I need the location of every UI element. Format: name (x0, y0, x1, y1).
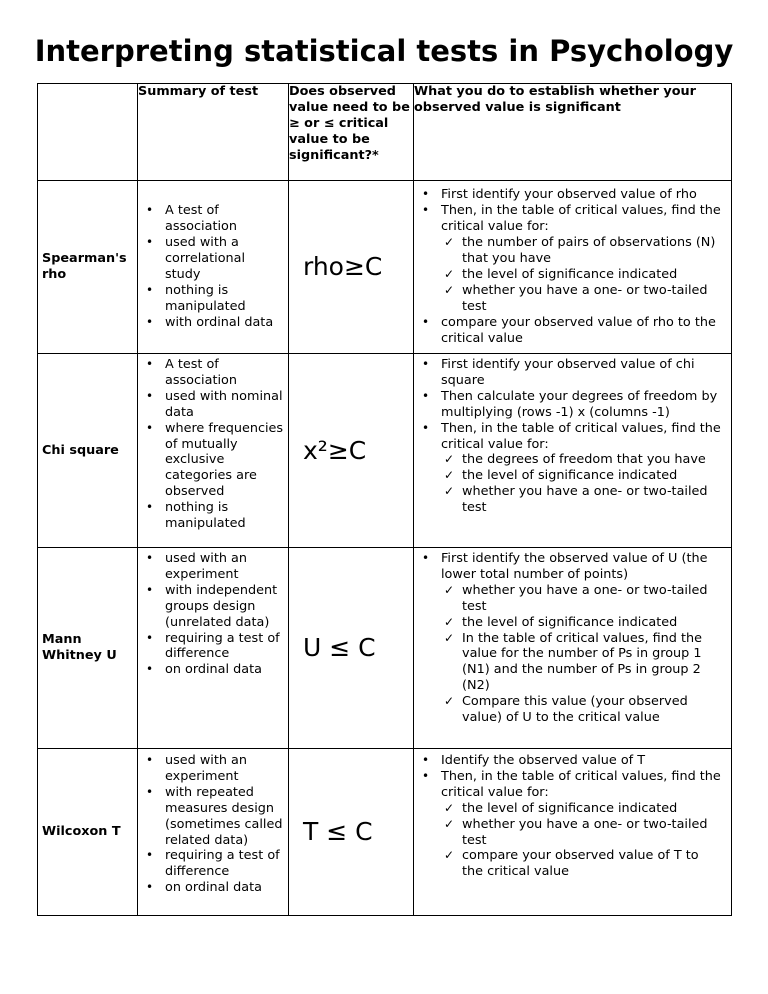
checklist (441, 235, 727, 315)
list-item: • used with nominal data (138, 389, 288, 421)
procedure-list (414, 753, 731, 880)
procedure-cell (414, 548, 732, 749)
list-item: • with independent groups design (unrelated data) (138, 583, 288, 631)
list-item: • used with an experiment (138, 551, 288, 583)
list-item: • A test of association (138, 203, 288, 235)
list-item: • on ordinal data (138, 662, 288, 678)
list-item: • used with an experiment (138, 753, 288, 785)
test-name: Chi square (38, 354, 138, 548)
list-item-text: Then, in the table of critical values, find the critical value for: (441, 420, 721, 452)
check-item: ✓ whether you have a one- or two-tailed test (441, 484, 727, 516)
summary-list (138, 357, 288, 532)
list-item: • Identify the observed value of T (414, 753, 731, 769)
checklist (441, 452, 727, 516)
check-item: ✓ whether you have a one- or two-tailed test (441, 817, 727, 849)
list-item: • with ordinal data (138, 315, 288, 331)
list-item: • nothing is manipulated (138, 283, 288, 315)
page-title: Interpreting statistical tests in Psychology (34, 34, 734, 68)
list-item: • requiring a test of difference (138, 848, 288, 880)
table-row-spearman (38, 181, 732, 354)
check-item: ✓ whether you have a one- or two-tailed test (441, 583, 727, 615)
summary-cell (138, 181, 289, 354)
check-item: ✓ the number of pairs of observations (N) that you have (441, 235, 727, 267)
header-row (38, 84, 732, 181)
list-item (414, 421, 731, 516)
summary-list (138, 551, 288, 678)
check-item: ✓ the level of significance indicated (441, 615, 727, 631)
table-row-mann-whitney (38, 548, 732, 749)
procedure-cell (414, 749, 732, 916)
list-item (414, 551, 731, 726)
table-row-chi-square (38, 354, 732, 548)
procedure-list (414, 551, 731, 726)
procedure-list (414, 357, 731, 516)
checklist (441, 801, 727, 881)
summary-cell (138, 354, 289, 548)
list-item (414, 203, 731, 314)
summary-cell (138, 548, 289, 749)
list-item: • compare your observed value of rho to the critical value (414, 315, 731, 347)
list-item: • First identify your observed value of chi square (414, 357, 731, 389)
table-row-wilcoxon (38, 749, 732, 916)
list-item-text: First identify the observed value of U (the lower total number of points) (441, 551, 708, 582)
summary-list (138, 753, 288, 896)
check-item: ✓ Compare this value (your observed value) of U to the critical value (441, 694, 727, 726)
list-item: • First identify your observed value of rho (414, 187, 731, 203)
header-procedure: What you do to establish whether your observed value is significant (414, 84, 732, 181)
list-item: • Then calculate your degrees of freedom by multiplying (rows -1) x (columns -1) (414, 389, 731, 421)
comparison-symbol: x²≥C (289, 354, 414, 548)
list-item (414, 769, 731, 880)
summary-cell (138, 749, 289, 916)
list-item-text: Then, in the table of critical values, find the critical value for: (441, 768, 721, 800)
list-item: • A test of association (138, 357, 288, 389)
tests-table (37, 83, 732, 916)
header-direction: Does observed value need to be ≥ or ≤ critical value to be significant?* (289, 84, 414, 181)
comparison-symbol: U ≤ C (289, 548, 414, 749)
procedure-cell (414, 181, 732, 354)
comparison-symbol: T ≤ C (289, 749, 414, 916)
summary-list (138, 203, 288, 330)
procedure-list (414, 187, 731, 346)
list-item: • used with a correlational study (138, 235, 288, 283)
test-name: Wilcoxon T (38, 749, 138, 916)
check-item: ✓ the level of significance indicated (441, 801, 727, 817)
test-name: Spearman's rho (38, 181, 138, 354)
check-item: ✓ the level of significance indicated (441, 267, 727, 283)
list-item: • with repeated measures design (sometimes called related data) (138, 785, 288, 849)
check-item: ✓ In the table of critical values, find the value for the number of Ps in group 1 (N1) and the number of Ps in group 2 (N2) (441, 631, 727, 695)
comparison-symbol: rho≥C (289, 181, 414, 354)
header-blank-cell (38, 84, 138, 181)
checklist (441, 583, 727, 726)
check-item: ✓ the level of significance indicated (441, 468, 727, 484)
list-item: • where frequencies of mutually exclusive categories are observed (138, 421, 288, 501)
procedure-cell (414, 354, 732, 548)
list-item: • on ordinal data (138, 880, 288, 896)
check-item: ✓ compare your observed value of T to the critical value (441, 848, 727, 880)
check-item: ✓ whether you have a one- or two-tailed test (441, 283, 727, 315)
list-item: • requiring a test of difference (138, 631, 288, 663)
list-item-text: Then, in the table of critical values, find the critical value for: (441, 203, 721, 235)
test-name: Mann Whitney U (38, 548, 138, 749)
check-item: ✓ the degrees of freedom that you have (441, 452, 727, 468)
header-summary: Summary of test (138, 84, 289, 181)
list-item: • nothing is manipulated (138, 500, 288, 532)
